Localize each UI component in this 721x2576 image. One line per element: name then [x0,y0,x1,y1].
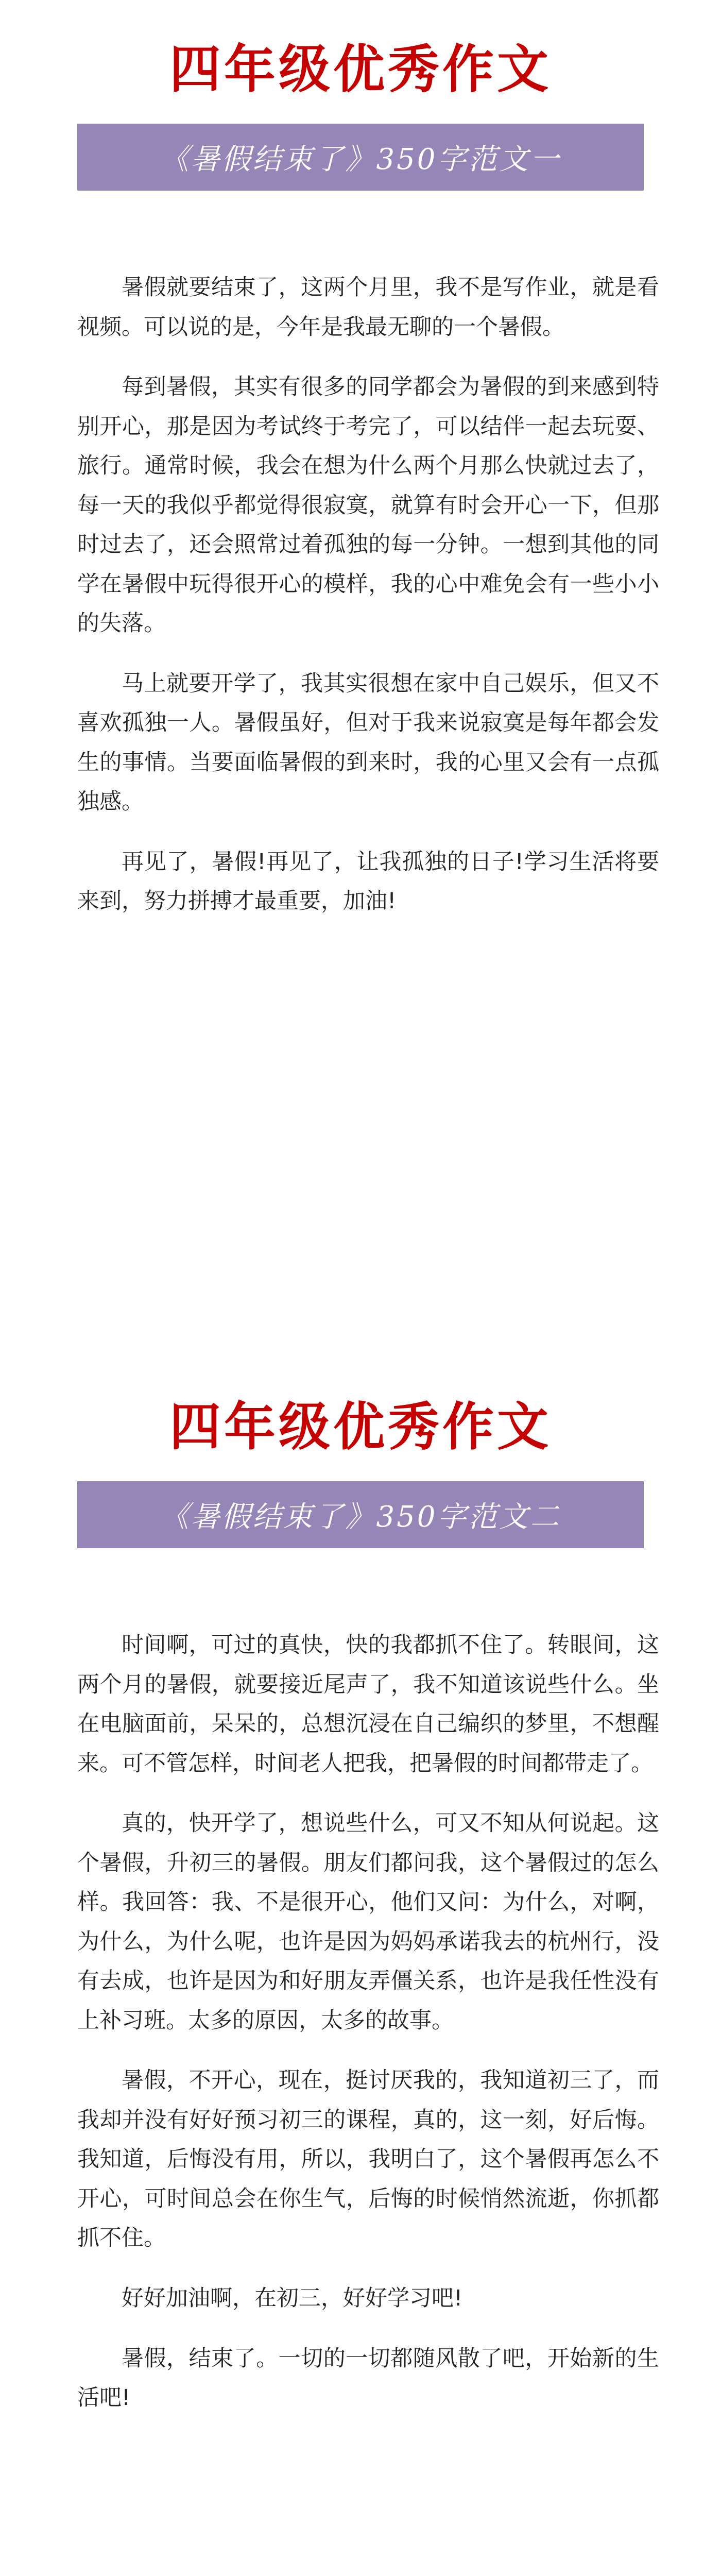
paragraph: 马上就要开学了，我其实很想在家中自己娱乐，但又不喜欢孤独一人。暑假虽好，但对于我来说寂寞是每年都会发生的事情。当要面临暑假的到来时，我的心里又会有一点孤独感。 [77,670,659,815]
paragraph: 暑假，不开心，现在，挺讨厌我的，我知道初三了，而我却并没有好好预习初三的课程，真的，这一刻，好后悔。我知道，后悔没有用，所以，我明白了，这个暑假再怎么不开心，可时间总会在你生气，后悔的时候悄然流逝，你抓都抓不住。 [77,2067,659,2251]
essay-title-banner: 《暑假结束了》350字范文二 [77,1481,644,1548]
section-heading: 四年级优秀作文 [169,39,552,99]
essay-section-2 [0,1396,721,2438]
paragraph: 暑假就要结束了，这两个月里，我不是写作业，就是看视频。可以说的是，今年是我最无聊的一个暑假。 [77,275,659,340]
paragraph: 暑假，结束了。一切的一切都随风散了吧，开始新的生活吧! [77,2345,659,2411]
essay-section-1 [0,39,721,942]
essay-body [77,1625,659,2418]
paragraph: 真的，快开学了，想说些什么，可又不知从何说起。这个暑假，升初三的暑假。朋友们都问我，这个暑假过的怎么样。我回答：我、不是很开心，他们又问：为什么，对啊，为什么，为什么呢，也许是因为妈妈承诺我去的杭州行，没有去成，也许是因为和好朋友弄僵关系，也许是我任性没有上补习班。太多的原因，太多的故事。 [77,1810,659,2033]
paragraph: 再见了，暑假!再见了，让我孤独的日子!学习生活将要来到，努力拼搏才最重要，加油! [77,849,659,914]
essay-title-banner: 《暑假结束了》350字范文一 [77,124,644,191]
essay-body [77,268,659,921]
paragraph: 时间啊，可过的真快，快的我都抓不住了。转眼间，这两个月的暑假，就要接近尾声了，我不知道该说些什么。坐在电脑面前，呆呆的，总想沉浸在自己编织的梦里，不想醒来。可不管怎样，时间老人把我，把暑假的时间都带走了。 [77,1632,659,1776]
paragraph: 每到暑假，其实有很多的同学都会为暑假的到来感到特别开心，那是因为考试终于考完了，可以结伴一起去玩耍、旅行。通常时候，我会在想为什么两个月那么快就过去了，每一天的我似乎都觉得很寂寞，就算有时会开心一下，但那时过去了，还会照常过着孤独的每一分钟。一想到其他的同学在暑假中玩得很开心的模样，我的心中难免会有一些小小的失落。 [77,374,659,637]
paragraph: 好好加油啊，在初三，好好学习吧! [122,2285,463,2311]
section-heading: 四年级优秀作文 [169,1397,552,1457]
